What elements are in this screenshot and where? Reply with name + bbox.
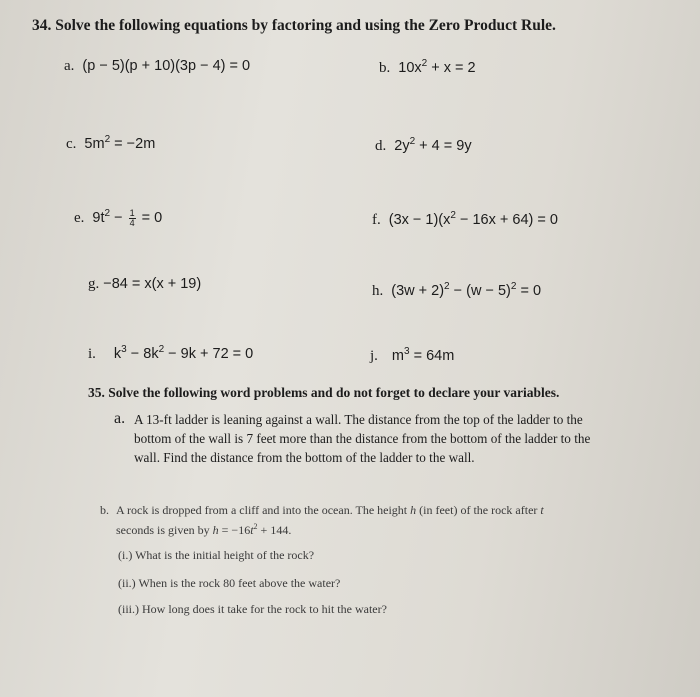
- item-letter: h.: [372, 282, 384, 299]
- fraction-one-fourth: $\frac{1}{4}$: [129, 207, 135, 228]
- equation-34d: $2y^2 + 4 = 9y$: [394, 136, 472, 154]
- equation-34b: $10x^2 + x = 2$: [398, 58, 476, 76]
- item-34g: [88, 276, 201, 293]
- question-35b-i: (i.) What is the initial height of the rock?: [118, 548, 315, 562]
- equation-34e: $9t^2$ − $\frac{1}{4}$ = 0: [92, 207, 163, 228]
- item-34f: [372, 210, 558, 229]
- equation-34i: $k^3 - 8k^2 - 9k + 72 = 0$: [113, 344, 254, 362]
- problem-34-heading: 34. Solve the following equations by factoring and using the Zero Product Rule.: [32, 17, 556, 34]
- equation-34j: $m^3 = 64m$: [391, 346, 455, 364]
- equation-34h: $(3w + 2)^2 - (w - 5)^2 = 0$: [391, 281, 542, 299]
- item-34e: [74, 208, 162, 228]
- item-35b-line1: A rock is dropped from a cliff and into the ocean. The height h (in feet) of the rock after t: [116, 503, 544, 517]
- item-34b: [379, 58, 476, 77]
- item-34c: [66, 134, 155, 153]
- question-35b-iii: (iii.) How long does it take for the rock to hit the water?: [118, 602, 387, 616]
- item-letter: e.: [74, 209, 85, 226]
- item-34h: [372, 281, 541, 300]
- item-35b-letter: b.: [100, 503, 109, 517]
- item-letter: b.: [379, 59, 391, 76]
- equation-34a: (p − 5)(p + 10)(3p − 4) = 0: [82, 58, 251, 74]
- item-34j: [370, 346, 454, 365]
- item-letter: i.: [88, 345, 96, 362]
- question-35b-ii: (ii.) When is the rock 80 feet above the water?: [118, 576, 341, 590]
- item-34a: [64, 58, 250, 75]
- item-35a-letter: a.: [114, 410, 126, 427]
- item-34d: [375, 136, 472, 155]
- item-letter: c.: [66, 135, 77, 152]
- equation-34f: $(3x - 1)(x^2 - 16x + 64) = 0$: [388, 210, 558, 228]
- item-35b-line2: seconds is given by $h = -16t^2 + 144$.: [116, 522, 292, 537]
- item-35a-text: A 13-ft ladder is leaning against a wall. The distance from the top of the ladder to the bottom of the wall is 7 feet more than the distance from the bottom of the ladder to the wall. Find the distance from the bottom of the ladder to the wall.: [134, 412, 591, 465]
- equation-34g: −84 = x(x + 19): [103, 276, 202, 292]
- item-34i: [88, 344, 253, 363]
- item-letter: g.: [88, 276, 100, 292]
- item-letter: j.: [370, 347, 378, 364]
- item-letter: d.: [375, 137, 387, 154]
- item-letter: f.: [372, 211, 381, 228]
- problem-35-heading: 35. Solve the following word problems and do not forget to declare your variables.: [88, 385, 560, 400]
- item-letter: a.: [64, 58, 75, 74]
- equation-34c: $5m^2 = -2m$: [84, 134, 156, 152]
